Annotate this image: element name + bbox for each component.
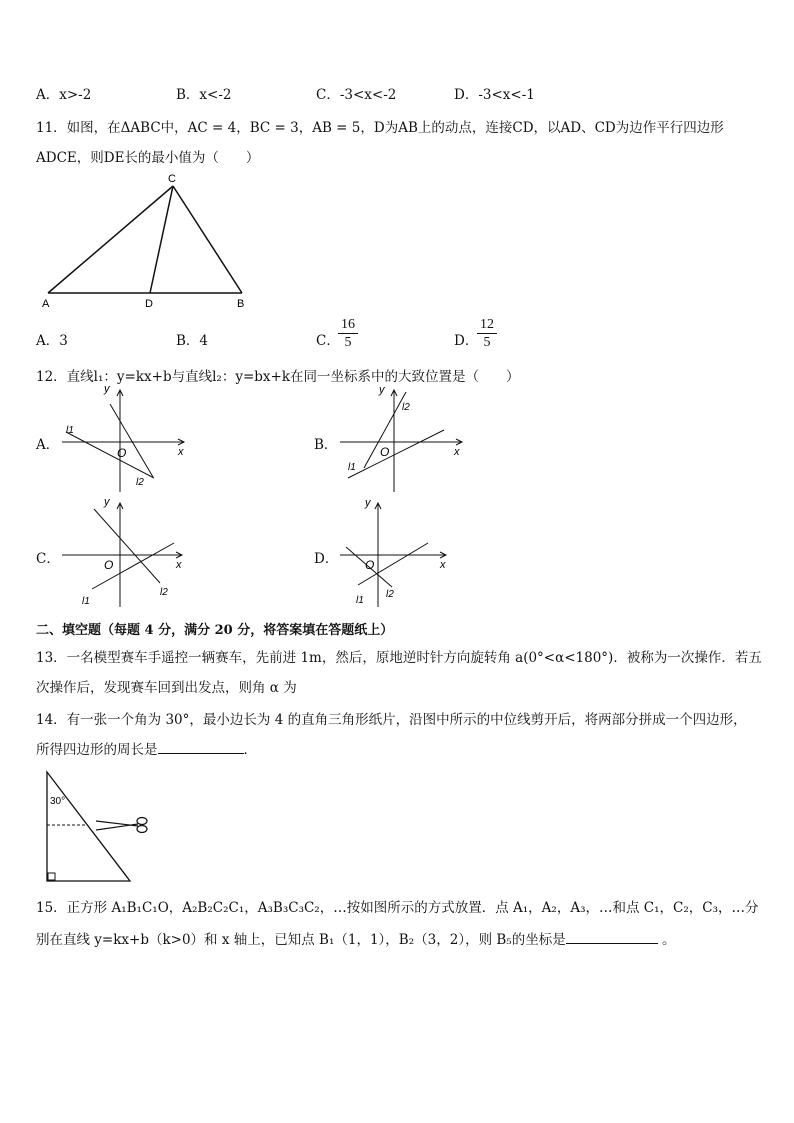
q11-stem-line1: 11．如图，在ΔABC中，AC = 4，BC = 3，AB = 5，D为AB上的动点，连接CD，以AD、CD为边作平行四边形 (36, 120, 724, 136)
q12-graph-c (56, 497, 196, 611)
scissors-icon (96, 818, 147, 833)
q13-stem-line1: 13．一名模型赛车手遥控一辆赛车，先前进 1m，然后，原地逆时针方向旋转角 a(0°<α<180°)．被称为一次操作．若五 (36, 650, 762, 666)
q11-option-c-letter: C． (316, 333, 340, 349)
right-angle-mark (48, 873, 55, 880)
y-label: y (104, 497, 110, 508)
origin-label: O (365, 558, 375, 572)
x-label: x (176, 559, 182, 571)
q14-stem-line1: 14．有一张一个角为 30°，最小边长为 4 的直角三角形纸片，沿图中所示的中位线剪开后，将两部分拼成一个四边形， (36, 712, 747, 728)
label-a: A (42, 298, 50, 310)
l1-label: l1 (82, 596, 90, 607)
origin-label: O (117, 446, 127, 460)
q12-option-c-letter: C． (36, 551, 60, 567)
line-l1 (348, 430, 444, 478)
l1-label: l1 (66, 425, 74, 436)
q12-option-d-letter: D． (314, 551, 339, 567)
q10-option-b: B．x<-2 (176, 87, 232, 103)
y-label: y (379, 384, 385, 396)
q11-triangle-figure (36, 170, 256, 312)
label-b: B (237, 298, 245, 310)
q11-option-b: B．4 (176, 333, 209, 349)
x-label: x (440, 559, 446, 571)
l1-label: l1 (356, 595, 364, 606)
q11-option-a: A．3 (36, 333, 68, 349)
x-label: x (178, 446, 184, 458)
origin-label: O (380, 445, 390, 459)
y-label: y (365, 497, 371, 509)
section-2-heading: 二、填空题（每题 4 分，满分 20 分，将答案填在答题纸上） (36, 623, 394, 638)
q15-stem-line1: 15．正方形 A₁B₁C₁O，A₂B₂C₂C₁，A₃B₃C₃C₂，…按如图所示的方式放置．点 A₁，A₂，A₃，…和点 C₁，C₂，C₃，…分 (36, 900, 759, 916)
l2-label: l2 (386, 589, 394, 600)
origin-label: O (104, 558, 114, 572)
q10-option-d: D．-3<x<-1 (454, 87, 535, 103)
l2-label: l2 (402, 402, 410, 413)
q11-stem-line2: ADCE，则DE长的最小值为（ ） (36, 150, 260, 166)
q11-option-c-fraction: $\frac{16}{5}$ (338, 316, 358, 351)
q11-option-d-letter: D． (454, 333, 479, 349)
x-label: x (454, 446, 460, 458)
q12-graph-a (56, 384, 196, 496)
segment-cb (173, 186, 242, 293)
line-l1 (66, 432, 154, 478)
q10-option-c: C．-3<x<-2 (316, 87, 397, 103)
q12-option-b-letter: B． (314, 437, 338, 453)
segment-ac (48, 186, 173, 293)
q12-graph-b (334, 384, 474, 496)
label-d: D (145, 298, 153, 310)
q14-triangle-figure (40, 766, 160, 886)
q12-stem: 12．直线l₁：y=kx+b与直线l₂：y=bx+k在同一坐标系中的大致位置是（ ） (36, 369, 520, 385)
q15-stem-line2: 别在直线 y=kx+b（k>0）和 x 轴上，已知点 B₁（1，1），B₂（3，2），则 B₅的坐标是 。 (36, 932, 676, 948)
q14-stem-line2: 所得四边形的周长是 ． (36, 742, 257, 758)
angle-label: 30° (50, 796, 66, 807)
q12-option-a-letter: A． (36, 437, 60, 453)
q13-stem-line2: 次操作后，发现赛车回到出发点，则角 α 为 (36, 680, 297, 696)
l1-label: l1 (348, 462, 356, 473)
q10-option-a: A．x>-2 (36, 87, 92, 103)
q12-graph-d (334, 497, 474, 611)
l2-label: l2 (160, 587, 168, 598)
q14-answer-blank[interactable] (158, 753, 244, 754)
y-label: y (104, 384, 110, 395)
q15-answer-blank[interactable] (566, 943, 658, 944)
q11-option-d-fraction: $\frac{12}{5}$ (477, 316, 497, 351)
l2-label: l2 (136, 477, 144, 488)
label-c: C (168, 173, 176, 185)
